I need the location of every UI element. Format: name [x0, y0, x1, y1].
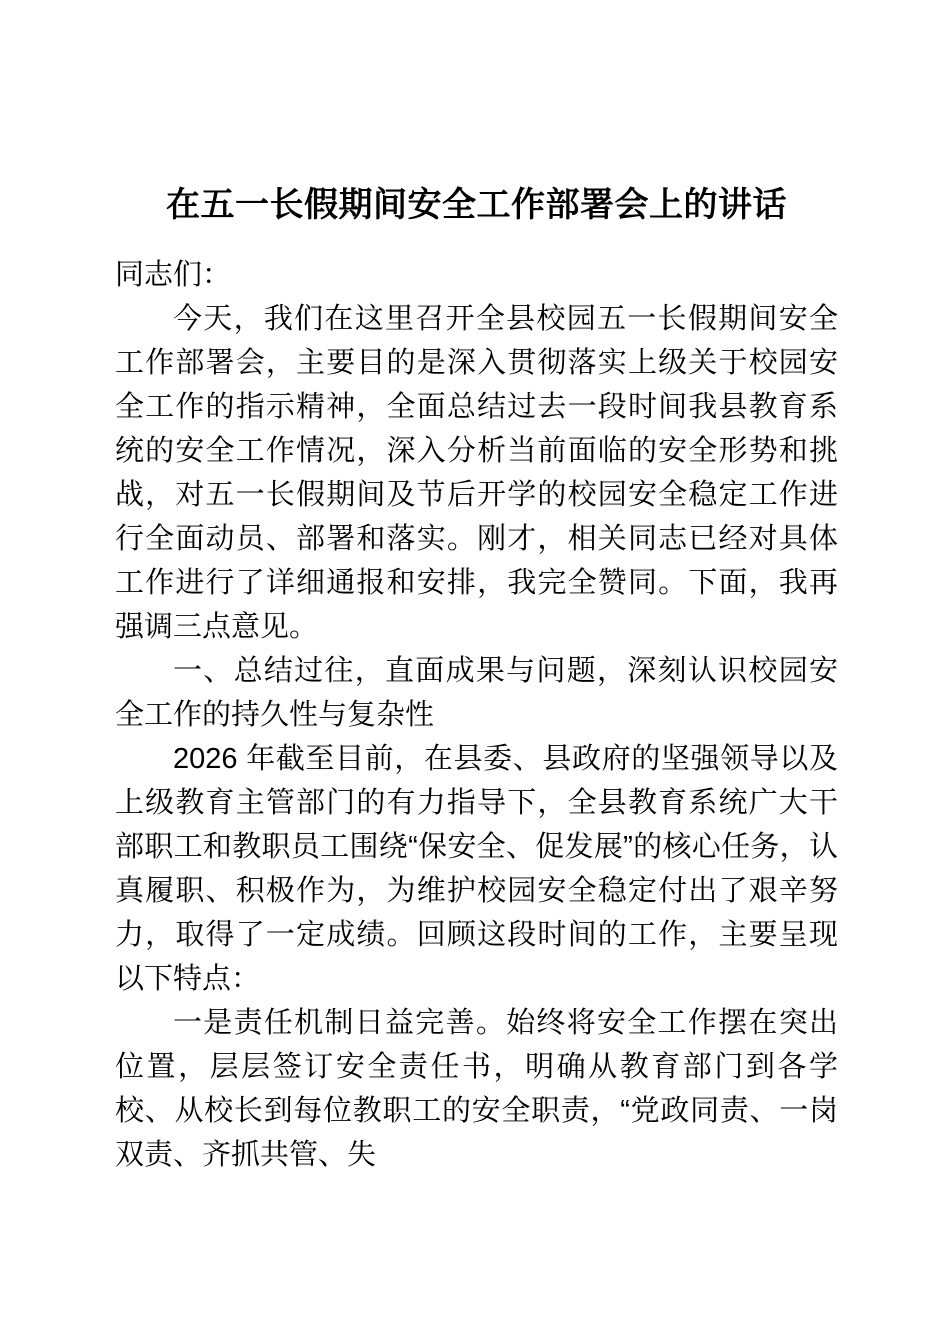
paragraph-review-2026: 2026 年截至目前，在县委、县政府的坚强领导以及上级教育主管部门的有力指导下，全县教育系统广大干部职工和教职员工围绕“保安全、促发展”的核心任务，认真履职、积极作为，为维护校园安全稳定付出了艰辛努力，取得了一定成绩。回顾这段时间的工作，主要呈现以下特点：: [115, 743, 838, 995]
document-body: [115, 253, 838, 1177]
paragraph-point-one: 一是责任机制日益完善。始终将安全工作摆在突出位置，层层签订安全责任书，明确从教育部门到各学校、从校长到每位教职工的安全职责，“党政同责、一岗双责、齐抓共管、失: [115, 1007, 838, 1171]
section-heading-one: 一、总结过往，直面成果与问题，深刻认识校园安全工作的持久性与复杂性: [115, 655, 838, 731]
page-title: 在五一长假期间安全工作部署会上的讲话: [166, 186, 787, 224]
paragraph-opening: 今天，我们在这里召开全县校园五一长假期间安全工作部署会，主要目的是深入贯彻落实上级关于校园安全工作的指示精神，全面总结过去一段时间我县教育系统的安全工作情况，深入分析当前面临的安全形势和挑战，对五一长假期间及节后开学的校园安全稳定工作进行全面动员、部署和落实。刚才，相关同志已经对具体工作进行了详细通报和安排，我完全赞同。下面，我再强调三点意见。: [115, 303, 838, 643]
salutation: 同志们：: [115, 259, 232, 291]
